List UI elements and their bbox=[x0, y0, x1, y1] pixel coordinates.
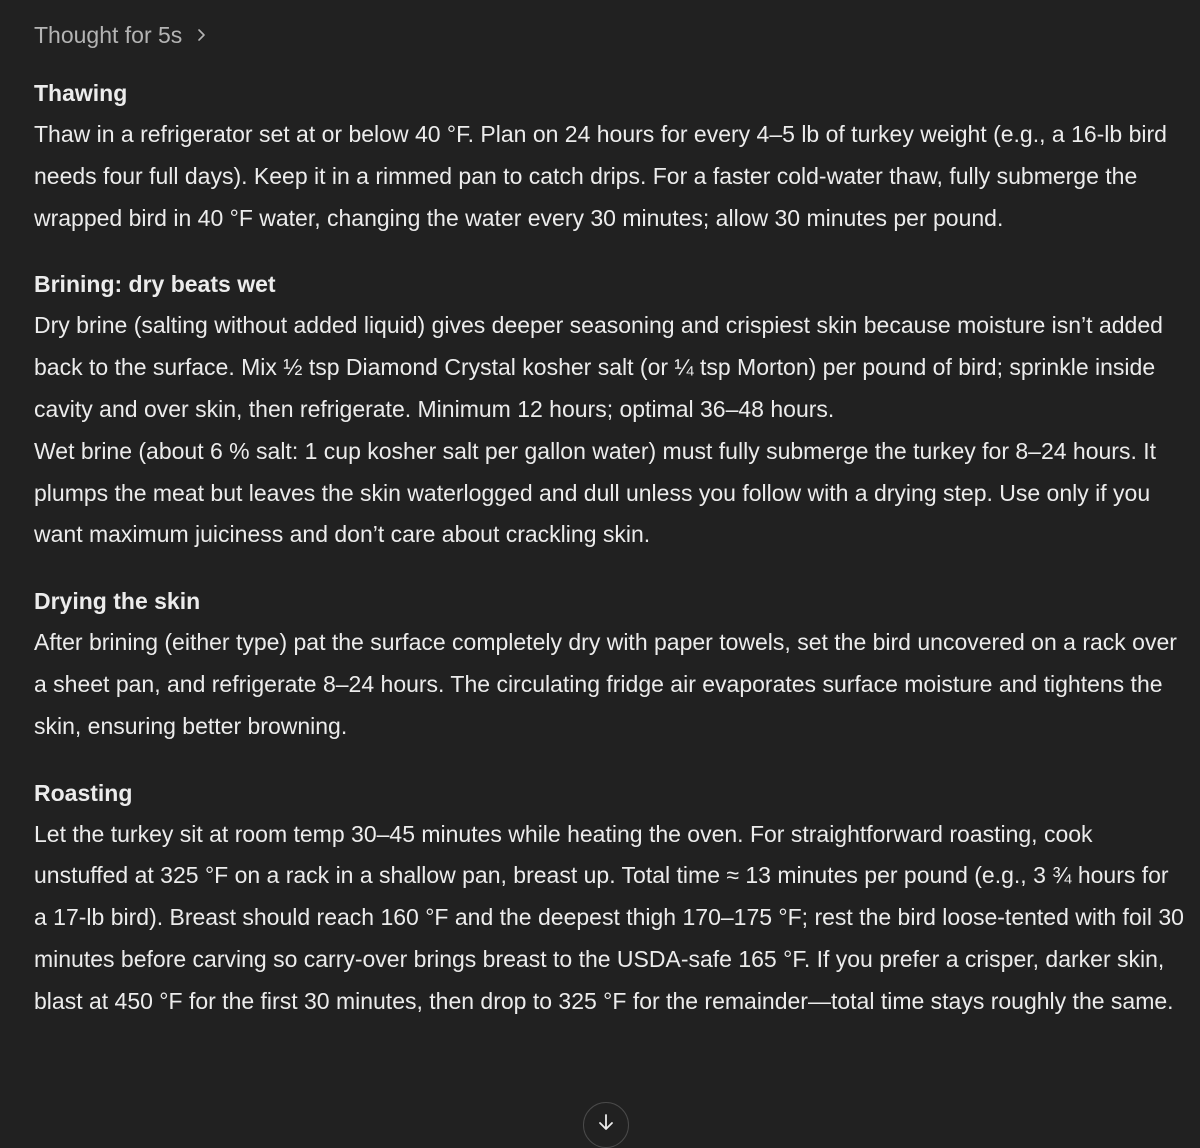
section-heading: Roasting bbox=[34, 779, 133, 806]
chevron-right-icon bbox=[194, 28, 208, 42]
section-thawing bbox=[34, 72, 1184, 239]
section-paragraph: Let the turkey sit at room temp 30–45 minutes while heating the oven. For straightforward roasting, cook unstuffed at 325 °F on a rack in a shallow pan, breast up. Total time ≈ 13 minutes per pound (e.g., 3 ¾ hours for a 17-lb bird). Breast should reach 160 °F and the deepest thigh 170–175 °F; rest the bird loose-tented with foil 30 minutes before carving so carry-over brings breast to the USDA-safe 165 °F. If you prefer a crisper, darker skin, blast at 450 °F for the first 30 minutes, then drop to 325 °F for the remainder—total time stays roughly the same. bbox=[34, 820, 1184, 1014]
section-paragraph: Dry brine (salting without added liquid) gives deeper seasoning and crispiest skin because moisture isn’t added back to the surface. Mix ½ tsp Diamond Crystal kosher salt (or ¼ tsp Morton) per pound of bird; sprinkle inside cavity and over skin, then refrigerate. Minimum 12 hours; optimal 36–48 hours. bbox=[34, 312, 1163, 422]
section-roasting bbox=[34, 772, 1184, 1023]
section-heading: Thawing bbox=[34, 80, 128, 106]
section-paragraph: After brining (either type) pat the surface completely dry with paper towels, set the bird uncovered on a rack over a sheet pan, and refrigerate 8–24 hours. The circulating fridge air evaporates surface moisture and tightens the skin, ensuring better browning. bbox=[34, 629, 1177, 739]
arrow-down-icon bbox=[596, 1113, 616, 1133]
thought-toggle[interactable] bbox=[34, 14, 208, 56]
section-brining bbox=[34, 263, 1184, 556]
assistant-message bbox=[34, 14, 1184, 1023]
section-heading: Brining: dry beats wet bbox=[34, 271, 276, 298]
thought-label: Thought for 5s bbox=[34, 22, 183, 48]
scroll-to-bottom-button[interactable] bbox=[583, 1102, 629, 1148]
section-paragraph: Wet brine (about 6 % salt: 1 cup kosher salt per gallon water) must fully submerge the turkey for 8–24 hours. It plumps the meat but leaves the skin waterlogged and dull unless you follow with a drying step. Use only if you want maximum juiciness and don’t care about crackling skin. bbox=[34, 437, 1157, 548]
section-drying bbox=[34, 580, 1184, 747]
section-heading: Drying the skin bbox=[34, 588, 201, 615]
section-paragraph: Thaw in a refrigerator set at or below 40 °F. Plan on 24 hours for every 4–5 lb of turkey weight (e.g., a 16-lb bird needs four full days). Keep it in a rimmed pan to catch drips. For a faster cold-water thaw, fully submerge the wrapped bird in 40 °F water, changing the water every 30 minutes; allow 30 minutes per pound. bbox=[34, 121, 1167, 231]
